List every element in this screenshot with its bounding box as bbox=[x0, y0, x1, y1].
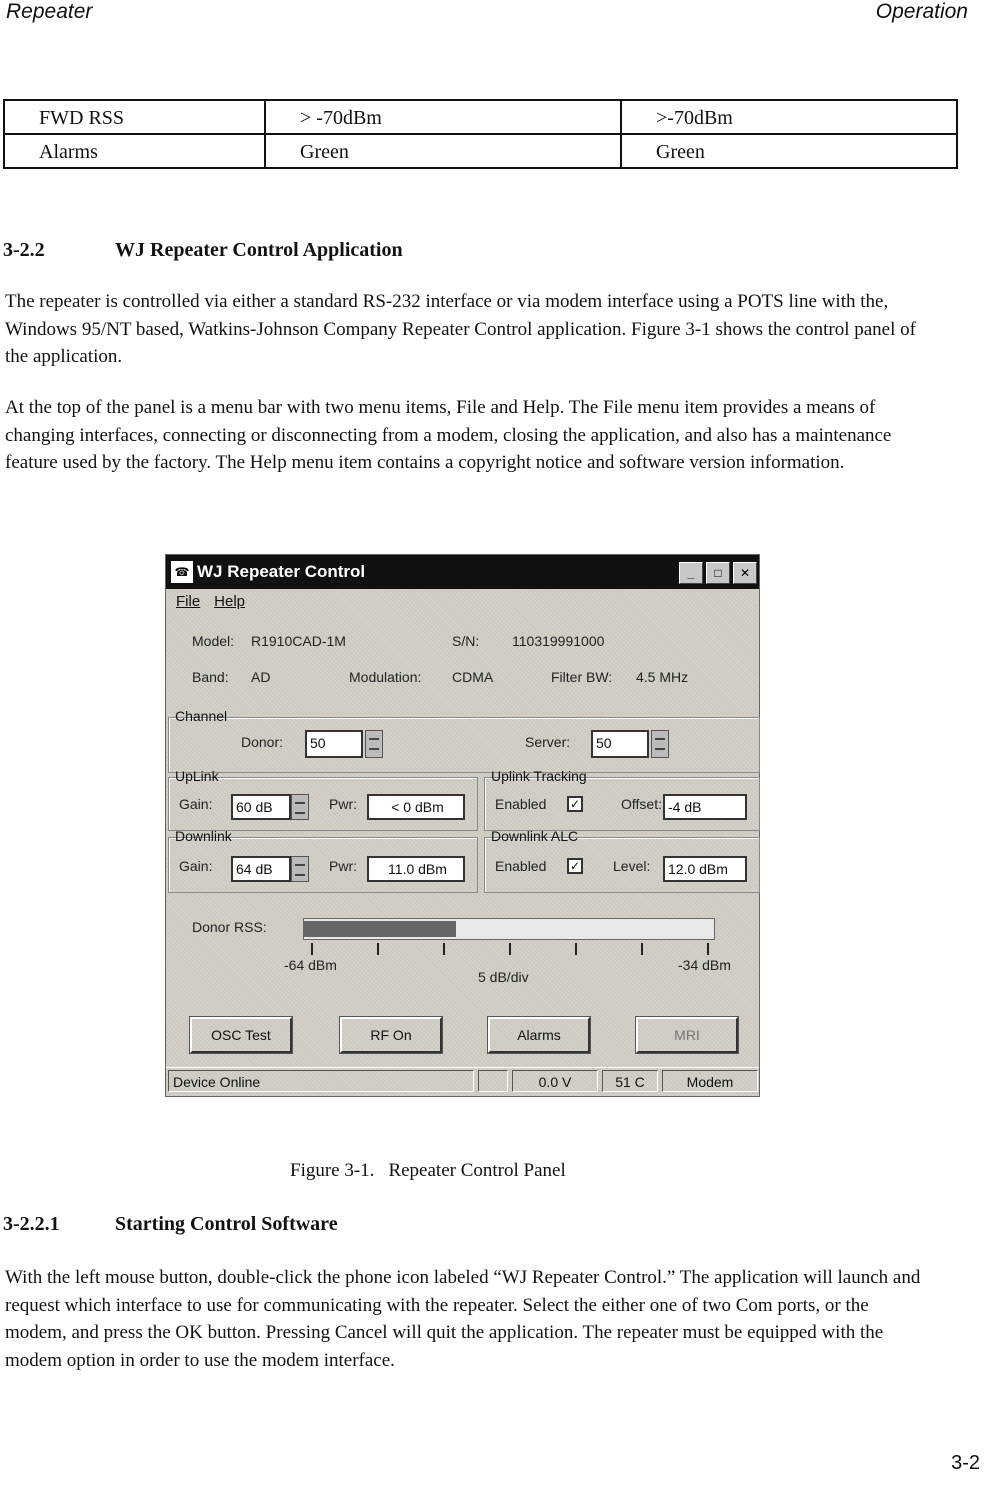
downlink-pwr-readout: 11.0 dBm bbox=[367, 856, 465, 882]
uplink-gain-input[interactable]: 60 dB bbox=[231, 794, 291, 820]
paragraph: With the left mouse button, double-click the phone icon labeled “WJ Repeater Control.” The application will launch and request which interface to use for communicating with the repeater. Select the either one of two Com ports, or the modem, and press the OK button. Pressing Cancel will quit the application. The repeater must be equipped with the modem option in order to use the modem interface. bbox=[5, 1267, 921, 1371]
figure-caption-text: Repeater Control Panel bbox=[388, 1160, 566, 1181]
offset-label: Offset: bbox=[621, 796, 662, 812]
modulation-label: Modulation: bbox=[349, 669, 422, 685]
channel-group bbox=[168, 708, 760, 773]
group-title: Uplink Tracking bbox=[491, 768, 587, 784]
paragraph: The repeater is controlled via either a standard RS-232 interface or via modem interface using a POTS line with the, Windows 95/NT based, Watkins-Johnson Company Repeater Control application. Figure 3-1 shows the control panel of the application. bbox=[5, 291, 916, 367]
status-voltage: 0.0 V bbox=[512, 1070, 598, 1092]
model-value: R1910CAD-1M bbox=[251, 633, 346, 649]
level-label: Level: bbox=[613, 858, 651, 874]
running-header-left: Repeater bbox=[6, 0, 93, 23]
minimize-button[interactable]: _ bbox=[679, 562, 703, 584]
band-label: Band: bbox=[192, 669, 229, 685]
table-cell: Green bbox=[621, 134, 957, 168]
downlink-pwr-label: Pwr: bbox=[329, 858, 357, 874]
server-label: Server: bbox=[525, 734, 571, 750]
maximize-button[interactable]: □ bbox=[706, 562, 730, 584]
filter-bw-label: Filter BW: bbox=[551, 669, 613, 685]
rss-scale-tick bbox=[311, 943, 313, 955]
uplink-group bbox=[168, 768, 478, 831]
donor-rss-meter bbox=[303, 918, 715, 940]
table-cell: >-70dBm bbox=[621, 100, 957, 134]
uplink-tracking-enabled-label: Enabled bbox=[495, 796, 547, 812]
downlink-gain-spinner[interactable] bbox=[291, 856, 309, 882]
section-number: 3-2.2.1 bbox=[3, 1213, 60, 1235]
donor-spinner[interactable] bbox=[365, 730, 383, 758]
rss-scale-tick bbox=[641, 943, 643, 955]
rss-scale-tick bbox=[575, 943, 577, 955]
downlink-gain-label: Gain: bbox=[179, 858, 213, 874]
donor-rss-label: Donor RSS: bbox=[192, 919, 267, 935]
menu-bar bbox=[176, 593, 245, 610]
rss-scale-tick bbox=[509, 943, 511, 955]
app-window bbox=[165, 554, 760, 1097]
donor-label: Donor: bbox=[241, 734, 284, 750]
table-cell: Alarms bbox=[4, 134, 265, 168]
rss-max-label: -34 dBm bbox=[678, 957, 731, 973]
server-spinner[interactable] bbox=[651, 730, 669, 758]
alarms-button[interactable]: Alarms bbox=[488, 1017, 590, 1053]
uplink-pwr-readout: < 0 dBm bbox=[367, 794, 465, 820]
table-row bbox=[4, 134, 957, 168]
window-title: WJ Repeater Control bbox=[197, 562, 366, 581]
table-cell: Green bbox=[265, 134, 621, 168]
rss-scale-tick bbox=[707, 943, 709, 955]
menu-help[interactable]: Help bbox=[214, 593, 246, 610]
rss-scale-tick bbox=[377, 943, 379, 955]
group-title: UpLink bbox=[175, 768, 219, 784]
section-title: WJ Repeater Control Application bbox=[115, 239, 403, 261]
model-label: Model: bbox=[192, 633, 235, 649]
sn-label: S/N: bbox=[452, 633, 480, 649]
phone-icon: ☎ bbox=[171, 561, 193, 583]
rss-min-label: -64 dBm bbox=[284, 957, 337, 973]
status-state: Device Online bbox=[168, 1070, 474, 1092]
downlink-gain-input[interactable]: 64 dB bbox=[231, 856, 291, 882]
table-row bbox=[4, 100, 957, 134]
title-bar bbox=[166, 555, 759, 589]
osc-test-button[interactable]: OSC Test bbox=[190, 1017, 292, 1053]
paragraph: At the top of the panel is a menu bar with two menu items, File and Help. The File menu item provides a means of changing interfaces, connecting or disconnecting from a modem, closing the application, and also has a maintenance feature used by the factory. The Help menu item contains a copyright notice and software version information. bbox=[5, 397, 892, 473]
server-channel-input[interactable]: 50 bbox=[591, 730, 649, 758]
uplink-gain-spinner[interactable] bbox=[291, 794, 309, 820]
status-temp: 51 C bbox=[602, 1070, 658, 1092]
table-cell: FWD RSS bbox=[4, 100, 265, 134]
table-cell: > -70dBm bbox=[265, 100, 621, 134]
donor-rss-fill bbox=[304, 921, 456, 937]
figure-label: Figure 3-1. bbox=[290, 1160, 375, 1181]
status-bar bbox=[166, 1067, 759, 1096]
downlink-alc-checkbox[interactable]: ✓ bbox=[567, 858, 583, 874]
rss-scale-tick bbox=[443, 943, 445, 955]
section-title: Starting Control Software bbox=[115, 1213, 338, 1235]
uplink-tracking-group bbox=[484, 768, 760, 831]
downlink-alc-enabled-label: Enabled bbox=[495, 858, 547, 874]
close-button[interactable]: ✕ bbox=[733, 562, 757, 584]
downlink-group bbox=[168, 828, 478, 893]
figure-caption bbox=[290, 1160, 566, 1182]
rss-div-label: 5 dB/div bbox=[478, 969, 529, 985]
rf-on-button[interactable]: RF On bbox=[340, 1017, 442, 1053]
page-number: 3-2 bbox=[951, 1452, 980, 1474]
status-empty bbox=[478, 1070, 508, 1092]
mri-button[interactable]: MRI bbox=[636, 1017, 738, 1053]
uplink-pwr-label: Pwr: bbox=[329, 796, 357, 812]
donor-channel-input[interactable]: 50 bbox=[305, 730, 363, 758]
section-heading bbox=[3, 239, 403, 262]
status-link: Modem bbox=[662, 1070, 758, 1092]
group-title: Downlink bbox=[175, 828, 232, 844]
menu-file[interactable]: File bbox=[176, 593, 201, 610]
running-header-right: Operation bbox=[875, 0, 968, 23]
uplink-gain-label: Gain: bbox=[179, 796, 213, 812]
band-value: AD bbox=[251, 669, 271, 685]
uplink-tracking-checkbox[interactable]: ✓ bbox=[567, 796, 583, 812]
level-input[interactable]: 12.0 dBm bbox=[663, 856, 747, 882]
section-number: 3-2.2 bbox=[3, 239, 45, 261]
spec-table bbox=[3, 99, 958, 169]
downlink-alc-group bbox=[484, 828, 760, 893]
modulation-value: CDMA bbox=[452, 669, 494, 685]
group-title: Channel bbox=[175, 708, 228, 724]
offset-input[interactable]: -4 dB bbox=[663, 794, 747, 820]
group-title: Downlink ALC bbox=[491, 828, 579, 844]
filter-bw-value: 4.5 MHz bbox=[636, 669, 689, 685]
sn-value: 110319991000 bbox=[512, 633, 605, 649]
section-heading bbox=[3, 1213, 338, 1236]
